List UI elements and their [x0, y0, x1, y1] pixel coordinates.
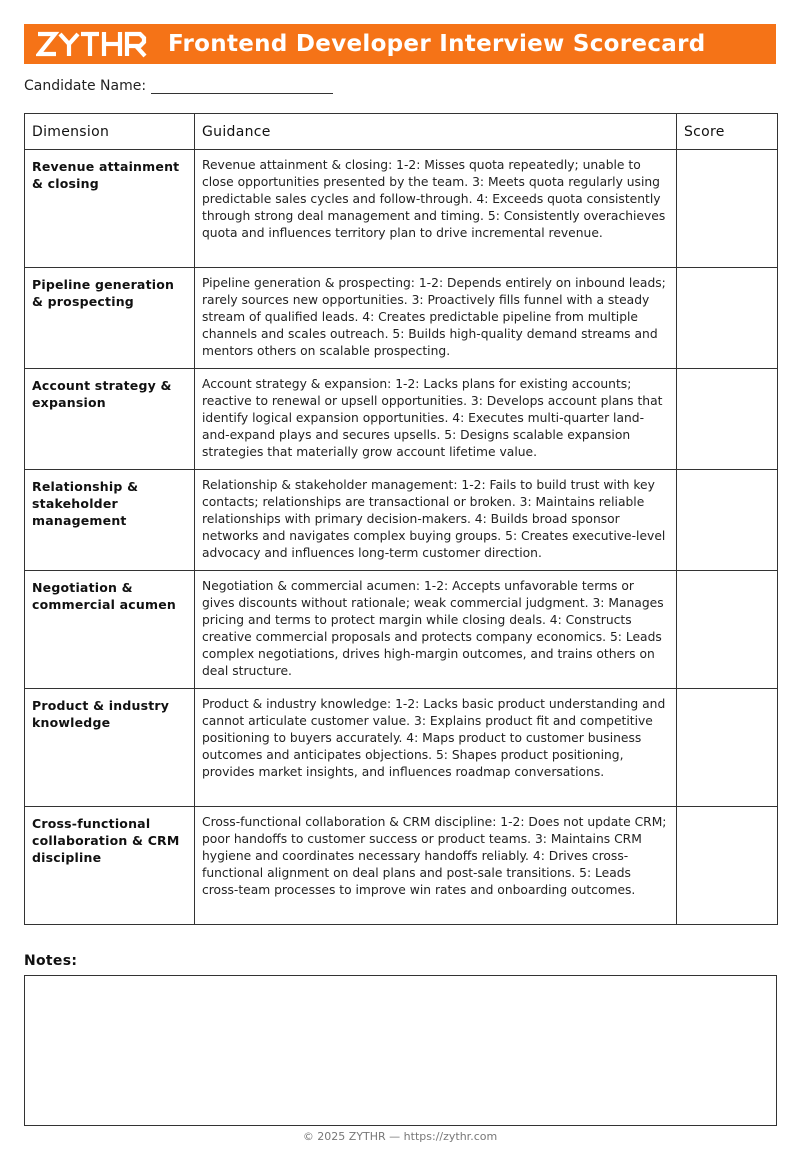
notes-box[interactable]	[24, 975, 777, 1126]
guidance-cell: Relationship & stakeholder management: 1-2: Fails to build trust with key contacts; relationships are transactional or broken. 3: Maintains reliable relationships with primary decision-makers. 4: Builds broad sponsor networks and navigates complex buying groups. 5: Creates executive-level advocacy and influences long-term customer direction.	[195, 470, 677, 571]
column-header-dimension: Dimension	[25, 114, 195, 150]
score-cell[interactable]	[677, 689, 778, 807]
page-title: Frontend Developer Interview Scorecard	[168, 31, 706, 57]
column-header-score: Score	[677, 114, 778, 150]
candidate-name-row	[24, 78, 333, 94]
score-cell[interactable]	[677, 268, 778, 369]
guidance-cell: Negotiation & commercial acumen: 1-2: Accepts unfavorable terms or gives discounts without rationale; weak commercial judgment. 3: Manages pricing and terms to protect margin while closing deals. 4: Constructs creative commercial proposals and protects company economics. 5: Leads complex negotiations, drives high-margin outcomes, and trains others on deal structure.	[195, 571, 677, 689]
score-cell[interactable]	[677, 571, 778, 689]
score-cell[interactable]	[677, 369, 778, 470]
scorecard-table	[24, 113, 778, 925]
table-header-row	[25, 114, 778, 150]
dimension-cell: Cross-functional collaboration & CRM discipline	[25, 807, 195, 925]
column-header-guidance: Guidance	[195, 114, 677, 150]
table-row	[25, 268, 778, 369]
dimension-cell: Product & industry knowledge	[25, 689, 195, 807]
table-row	[25, 369, 778, 470]
score-cell[interactable]	[677, 807, 778, 925]
dimension-cell: Relationship & stakeholder management	[25, 470, 195, 571]
zythr-logo	[36, 30, 148, 58]
footer-copyright: © 2025 ZYTHR — https://zythr.com	[302, 1130, 498, 1143]
zythr-logo-icon	[36, 30, 148, 58]
guidance-cell: Pipeline generation & prospecting: 1-2: Depends entirely on inbound leads; rarely sources new opportunities. 3: Proactively fills funnel with a steady stream of qualified leads. 4: Creates predictable pipeline from multiple channels and scales outreach. 5: Builds high-quality demand streams and mentors others on scalable prospecting.	[195, 268, 677, 369]
notes-label: Notes:	[24, 953, 78, 969]
candidate-name-label: Candidate Name:	[24, 78, 147, 94]
dimension-cell: Pipeline generation & prospecting	[25, 268, 195, 369]
table-row	[25, 807, 778, 925]
guidance-cell: Revenue attainment & closing: 1-2: Misses quota repeatedly; unable to close opportunities presented by the team. 3: Meets quota regularly using predictable sales cycles and follow-through. 4: Exceeds quota consistently through strong deal management and timing. 5: Consistently overachieves quota and influences territory plan to drive incremental revenue.	[195, 150, 677, 268]
table-row	[25, 571, 778, 689]
guidance-cell: Cross-functional collaboration & CRM discipline: 1-2: Does not update CRM; poor handoffs to customer success or product teams. 3: Maintains CRM hygiene and coordinates necessary handoffs reliably. 4: Drives cross-functional alignment on deal plans and post-sale transitions. 5: Leads cross-team processes to improve win rates and onboarding outcomes.	[195, 807, 677, 925]
table-row	[25, 470, 778, 571]
header-banner	[24, 24, 776, 64]
table-row	[25, 150, 778, 268]
dimension-cell: Revenue attainment & closing	[25, 150, 195, 268]
score-cell[interactable]	[677, 470, 778, 571]
guidance-cell: Product & industry knowledge: 1-2: Lacks basic product understanding and cannot articulate customer value. 3: Explains product fit and competitive positioning to buyers accurately. 4: Maps product to customer business outcomes and anticipates objections. 5: Shapes product positioning, provides market insights, and influences roadmap conversations.	[195, 689, 677, 807]
score-cell[interactable]	[677, 150, 778, 268]
table-row	[25, 689, 778, 807]
dimension-cell: Negotiation & commercial acumen	[25, 571, 195, 689]
dimension-cell: Account strategy & expansion	[25, 369, 195, 470]
candidate-name-field[interactable]	[151, 78, 333, 94]
guidance-cell: Account strategy & expansion: 1-2: Lacks plans for existing accounts; reactive to renewal or upsell opportunities. 3: Develops account plans that identify logical expansion opportunities. 4: Executes multi-quarter land-and-expand plays and secures upsells. 5: Designs scalable expansion strategies that materially grow account lifetime value.	[195, 369, 677, 470]
